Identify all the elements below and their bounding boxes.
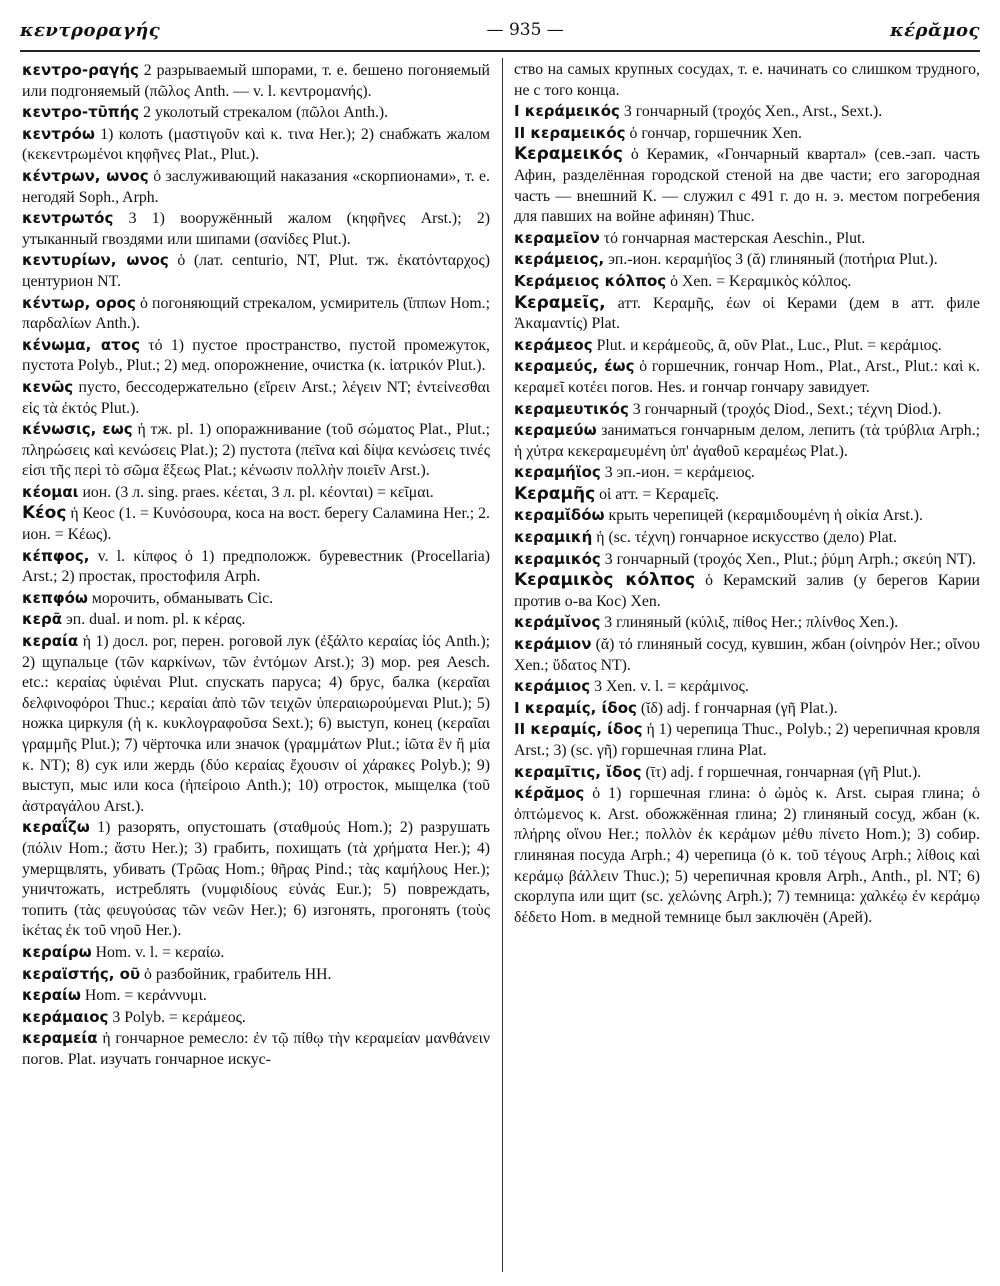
column-divider bbox=[502, 58, 503, 1272]
entry-headword: κεραμεία bbox=[22, 1029, 98, 1048]
entry-headword: κεραϊστής, οῦ bbox=[22, 964, 141, 983]
entry-definition: пусто, бессодержательно (εἴρειν Arst.; λέγειν NT; ἐντείνεσθαι εἰς τὰ ἐκτός Plut.). bbox=[22, 378, 490, 417]
entry-headword: κερᾶ bbox=[22, 610, 63, 629]
entry-definition: ион. (3 л. sing. praes. κέεται, 3 л. pl. κέονται) = κεῖμαι. bbox=[78, 483, 434, 501]
dictionary-entry bbox=[514, 762, 980, 784]
dictionary-entry bbox=[514, 249, 980, 271]
entry-headword: II κεραμεικός bbox=[514, 123, 626, 142]
entry-definition: 3 глиняный (κύλιξ, πίθος Her.; πλίνθος Xen.). bbox=[600, 614, 899, 632]
dictionary-entry bbox=[514, 634, 980, 676]
entry-headword: κεράμαιος bbox=[22, 1007, 109, 1026]
entry-definition: 3 гончарный (τροχός Xen., Arst., Sext.). bbox=[619, 103, 883, 121]
entry-headword: κέρᾰμος bbox=[514, 784, 585, 803]
dictionary-entry bbox=[514, 570, 980, 612]
entry-definition: 3 эп.-ион. = κεράμειος. bbox=[600, 464, 755, 482]
entry-definition: ὁ разбойник, грабитель HH. bbox=[140, 965, 332, 983]
entry-definition: заниматься гончарным делом, лепить (τὰ τρύβλια Arph.; ἡ χύτρα κεκεραμευμένη ὑπ' ἀγαθοῦ κεραμέως Plat.). bbox=[514, 422, 980, 460]
entry-definition: ἡ гончарное ремесло: ἐν τῷ πίθῳ τὴν κεραμείαν μανθάνειν погов. Plat. изучать гончарное искус- bbox=[22, 1030, 490, 1068]
entry-headword: κεντρο-ραγής bbox=[22, 61, 139, 79]
dictionary-entry bbox=[514, 505, 980, 527]
dictionary-entry bbox=[514, 356, 980, 398]
entry-headword: κεραμική bbox=[514, 528, 593, 547]
entry-headword: κεραία bbox=[22, 632, 79, 651]
entry-headword: Κεραμικὸς κόλπος bbox=[514, 570, 696, 591]
entry-definition: (ῑτ) adj. f горшечная, гончарная (γῆ Plut.). bbox=[641, 763, 922, 781]
entry-headword: κεντρο-τῡπής bbox=[22, 103, 140, 122]
entry-definition: Hom. v. l. = κεραίω. bbox=[91, 943, 225, 961]
entry-headword: κεντρωτός bbox=[22, 209, 114, 228]
dictionary-entry bbox=[22, 482, 490, 504]
entry-headword: κεράμῐνος bbox=[514, 613, 601, 632]
dictionary-entry bbox=[514, 271, 980, 293]
entry-definition: ἡ 1) черепица Thuc., Polyb.; 2) черепичная кровля Arst.; 3) (sc. γῆ) горшечная глина Plat. bbox=[514, 721, 981, 759]
entry-definition: v. l. κίπφος ὁ 1) предположж. буревестник (Procellaria) Arst.; 2) простак, простофиля Arph. bbox=[22, 547, 490, 586]
dictionary-entry bbox=[22, 546, 490, 588]
entry-headword: Κεραμεικός bbox=[514, 144, 623, 165]
entry-headword: κεραΐζω bbox=[22, 818, 90, 837]
entry-definition: 2 уколотый стрекалом (πῶλοι Anth.). bbox=[139, 104, 389, 122]
entry-definition: ἡ тж. pl. 1) опоражнивание (τοῦ σώματος Plat., Plut.; πληρώσεις καὶ κενώσεις Plat.); 2) пустота (πεῖνα καὶ δίψα κενώσεις τινές εἰσι τῆς περὶ τὸ σῶμα ἕξεως Plat.; κένωσιν πολλὴν ποιεῖν Arst.). bbox=[22, 421, 490, 480]
dictionary-entry bbox=[514, 527, 980, 549]
dictionary-entry bbox=[22, 631, 490, 817]
dictionary-entry bbox=[22, 503, 490, 545]
dictionary-entry bbox=[22, 609, 490, 631]
dictionary-entry bbox=[22, 1007, 490, 1029]
entry-definition: 3 Polyb. = κεράμεος. bbox=[108, 1008, 246, 1026]
dictionary-entry bbox=[514, 484, 980, 506]
dictionary-entry bbox=[514, 399, 980, 421]
dictionary-entry bbox=[22, 985, 490, 1007]
entry-headword: Κεραμῆς bbox=[514, 483, 596, 504]
entry-definition: τό гончарная мастерская Aeschin., Plut. bbox=[599, 229, 866, 247]
entry-definition: 3 Xen. v. l. = κεράμινος. bbox=[590, 678, 749, 696]
entry-headword: Κεραμεῖς, bbox=[514, 292, 606, 313]
entry-headword: κεραμικός bbox=[514, 549, 601, 568]
entry-definition: ἡ (sc. τέχνη) гончарное искусство (дело) Plat. bbox=[592, 529, 897, 547]
dictionary-entry bbox=[514, 676, 980, 698]
entry-headword: κεντρόω bbox=[22, 124, 95, 143]
dictionary-entry bbox=[514, 549, 980, 571]
entry-definition: 2 разрываемый шпорами, т. е. бешено погоняемый или подгоняемый (πῶλος Anth. — v. l. κεντρομανής). bbox=[22, 62, 490, 100]
header-right-headword: κέρᾰμος bbox=[890, 19, 980, 41]
entry-definition: ἡ Кеос (1. = Κυνόσουρα, коса на вост. берегу Саламина Her.; 2. ион. = Κέως). bbox=[22, 505, 490, 544]
entry-definition: ὁ гончар, горшечник Xen. bbox=[625, 124, 802, 142]
header-rule bbox=[20, 50, 980, 52]
left-column bbox=[22, 60, 490, 1071]
entry-definition: οἱ атт. = Κεραμεῖς. bbox=[595, 485, 719, 503]
dictionary-entry bbox=[514, 144, 980, 227]
entry-definition: Hom. = κεράννυμι. bbox=[80, 987, 207, 1005]
dictionary-entry bbox=[22, 293, 490, 335]
entry-headword: κεράμιον bbox=[514, 635, 592, 654]
entry-definition: ὁ Керамик, «Гончарный квартал» (сев.-зап. часть Афин, разделённая городской стеной на две части; его загородная часть — внешний К. — служил с 491 г. до н. э. местом погребения для павших на войне афинян) Thuc. bbox=[514, 146, 980, 226]
dictionary-entry bbox=[22, 124, 490, 166]
entry-definition: 3 1) вооружённый жалом (κηφῆνες Arst.); 2) утыканный гвоздями или шипами (σανίδες Plut.). bbox=[22, 210, 490, 248]
entry-definition: Plut. и κεράμεοῦς, ᾶ, οῦν Plat., Luc., Plut. = κεράμιος. bbox=[592, 336, 942, 354]
entry-headword: κέπφος, bbox=[22, 546, 90, 565]
entry-definition: эп.-ион. κεραμήϊος 3 (ᾰ) глиняный (ποτήρια Plut.). bbox=[604, 251, 938, 269]
entry-headword: Κέος bbox=[22, 503, 67, 524]
entry-headword: I κεραμίς, ίδος bbox=[514, 698, 637, 717]
entry-definition: τό 1) пустое пространство, пустой промежуток, пустота Polyb., Plut.; 2) мед. опорожнение, очистка (κ. ἰατρικόν Plut.). bbox=[22, 336, 491, 375]
entry-headword: κεντυρίων, ωνος bbox=[22, 251, 169, 270]
header-left-headword: κεντροραγής bbox=[20, 19, 161, 41]
entry-headword: κεραμεῖον bbox=[514, 228, 600, 247]
entry-headword: κεράμειος, bbox=[514, 250, 605, 269]
dictionary-entry bbox=[22, 60, 490, 102]
entry-definition: 3 гончарный (τροχός Diod., Sext.; τέχνη Diod.). bbox=[628, 400, 942, 418]
dictionary-entry bbox=[22, 942, 490, 964]
dictionary-entry bbox=[22, 166, 490, 208]
entry-headword: κεραμεύω bbox=[514, 421, 597, 440]
dictionary-entry bbox=[22, 964, 490, 986]
dictionary-entry bbox=[514, 462, 980, 484]
dictionary-entry bbox=[22, 335, 490, 377]
entry-headword: κέντρων, ωνος bbox=[22, 166, 149, 185]
entry-definition: ὁ погоняющий стрекалом, усмиритель (ἵππων Hom.; παρδαλίων Anth.). bbox=[22, 294, 491, 333]
entry-headword: κεράμεος bbox=[514, 335, 593, 354]
entry-headword: κεραίω bbox=[22, 986, 81, 1005]
dictionary-entry bbox=[514, 335, 980, 357]
entry-definition: 1) разорять, опустошать (σταθμούς Hom.); 2) разрушать (πόλιν Hom.; ἄστυ Her.); 3) грабить, похищать (τὰ χρήματα Her.); 4) умерщвлять, убивать (Τρῶας Hom.; θῆρας Pind.; τὰς καμήλους Her.); уничтожать, истреблять (νυμφιδίους εὐνάς Eur.); 5) повреждать, топить (τὰς φευγούσας τῶν νεῶν Her.); 6) изгонять, прогонять (τοὺς ἱκέτας ἐκ τοῦ νηοῦ Her.). bbox=[22, 819, 490, 940]
dictionary-entry bbox=[22, 419, 490, 482]
right-column bbox=[514, 60, 980, 928]
dictionary-entry bbox=[514, 719, 980, 761]
entry-headword: κενῶς bbox=[22, 377, 74, 396]
dictionary-entry bbox=[514, 420, 980, 462]
entry-definition: ὁ (лат. centurio, NT, Plut. тж. ἑκατόνταρχος) центурион NT. bbox=[22, 252, 490, 290]
dictionary-entry bbox=[22, 102, 490, 124]
dictionary-entry bbox=[22, 588, 490, 610]
entry-headword: κένωσις, εως bbox=[22, 420, 133, 439]
entry-headword: κένωμα, ατος bbox=[22, 335, 140, 354]
entry-definition: ἡ 1) досл. рог, перен. роговой лук (ἐξάλτο κεραίας ἰός Anth.); 2) щупальце (τῶν καρκίνων, τῶν ἐντόμων Arst.); 3) мор. рея Aesch. etc.: κεραίας ὑφιέναι Plut. спускать паруса; 4) брус, балка (κεραῖαι δελφινοφόροι Thuc.; κεραίαι ἀπὸ τῶν τειχῶν ὑπεραιωρούμεναι Plut.); 5) ножка циркуля (ἡ κ. κυκλογραφοῦσα Sext.); 6) выступ, конец (κεραῖαι γραμμῆς Plut.); 7) чёрточка или значок (γραμμάτων Plut.; ἰῶτα ἓν ἢ μία κ. NT); 8) сук или жердь (δύο κεραίας ἔχουσιν οἱ χάρακες Polyb.); 9) выступ, мыс или коса (ἠπείροιο Anth.); 10) отросток, мыщелка (τοῦ ἀστραγάλου Arst.). bbox=[22, 633, 490, 815]
entry-headword: I κεράμεικός bbox=[514, 102, 620, 121]
entry-definition: крыть черепицей (κεραμιδουμένη ἡ οἰκία Arst.). bbox=[604, 507, 923, 525]
entry-continuation: ство на самых крупных сосудах, т. е. начинать со слишком трудного, не с того конца. bbox=[514, 61, 980, 99]
entry-definition: ὁ заслуживающий наказания «скорпионами», т. е. негодяй Soph., Arph. bbox=[22, 167, 490, 206]
entry-definition: ὁ Xen. = Κεραμικὸς κόλπος. bbox=[666, 272, 852, 290]
page-number: — 935 — bbox=[486, 20, 564, 40]
dictionary-entry bbox=[514, 101, 980, 123]
entry-definition: морочить, обманывать Cic. bbox=[87, 589, 274, 607]
entry-definition: (ᾰ) τό глиняный сосуд, кувшин, жбан (οἰνηρόν Her.; οἴνου Xen.; ὕδατος NT). bbox=[514, 636, 980, 674]
dictionary-entry bbox=[514, 698, 980, 720]
entry-headword: κεραμεύς, έως bbox=[514, 357, 635, 376]
entry-definition: атт. Κεραμῆς, έων οἱ Керами (дем в атт. филе Ἀκαμαντίς) Plat. bbox=[514, 294, 980, 333]
entry-headword: κέομαι bbox=[22, 482, 79, 501]
running-header bbox=[20, 14, 980, 46]
entry-definition: 1) колоть (μαστιγοῦν καὶ κ. τινα Her.); 2) снабжать жалом (κεκεντρωμένοι κηφῆνες Plat., Plut.). bbox=[22, 125, 490, 164]
entry-headword: κεραμήϊος bbox=[514, 463, 601, 482]
entry-headword: κεράμιος bbox=[514, 677, 591, 696]
dictionary-entry bbox=[22, 208, 490, 250]
dictionary-entry bbox=[22, 250, 490, 292]
entry-definition: (ῐδ) adj. f гончарная (γῆ Plat.). bbox=[636, 699, 838, 717]
entry-headword: κεραμῐδόω bbox=[514, 506, 605, 525]
dictionary-entry bbox=[514, 783, 980, 928]
dictionary-entry bbox=[22, 1028, 490, 1070]
entry-definition: ὁ горшечник, гончар Hom., Plat., Arst., Plut.: καὶ κ. κεραμεῖ κοτέει погов. Hes. и гончар гончару завидует. bbox=[514, 358, 980, 396]
entry-headword: κεραίρω bbox=[22, 942, 92, 961]
dictionary-entry bbox=[22, 377, 490, 419]
dictionary-entry bbox=[514, 612, 980, 634]
entry-definition: 3 гончарный (τροχός Xen., Plut.; ῥύμη Arph.; σκεύη NT). bbox=[600, 550, 976, 568]
dictionary-entry bbox=[514, 123, 980, 145]
dictionary-entry bbox=[514, 228, 980, 250]
dictionary-entry bbox=[22, 817, 490, 942]
entry-definition: ὁ 1) горшечная глина: ὁ ὠμὸς κ. Arst. сырая глина; ὁ ὀπτώμενος κ. Arst. обожжённая глина; 2) глиняный сосуд, жбан (κ. πλήρης οἴνου Her.; πολλὸν ἐκ κεράμων μέθυ πίνετο Hom.); 3) собир. глиняная посуда Arph.; 4) черепица (ὁ κ. τοῦ τέγους Arph.; λίθοις καὶ κεράμῳ βάλλειν Thuc.); 5) черепичная кровля Arph., Anth., pl. NT; 6) скорлупа или щит (sc. χελώνης Arph.); 7) темница: χαλκέῳ ἐν κεράμῳ δέδετο Hom. в медной темнице был заключён (Арей). bbox=[514, 785, 980, 926]
entry-headword: κεπφόω bbox=[22, 588, 88, 607]
entry-headword: κεραμῖτις, ῐδος bbox=[514, 762, 642, 781]
entry-headword: Κεράμειος κόλπος bbox=[514, 271, 667, 290]
entry-headword: II κεραμίς, ίδος bbox=[514, 720, 643, 739]
entry-definition: эп. dual. и nom. pl. к κέρας. bbox=[62, 611, 246, 629]
entry-headword: κέντωρ, ορος bbox=[22, 293, 136, 312]
entry-headword: κεραμευτικός bbox=[514, 399, 629, 418]
dictionary-entry bbox=[514, 293, 980, 335]
entry-definition: ὁ Керамский залив (у берегов Карии против о-ва Кос) Xen. bbox=[514, 572, 980, 610]
